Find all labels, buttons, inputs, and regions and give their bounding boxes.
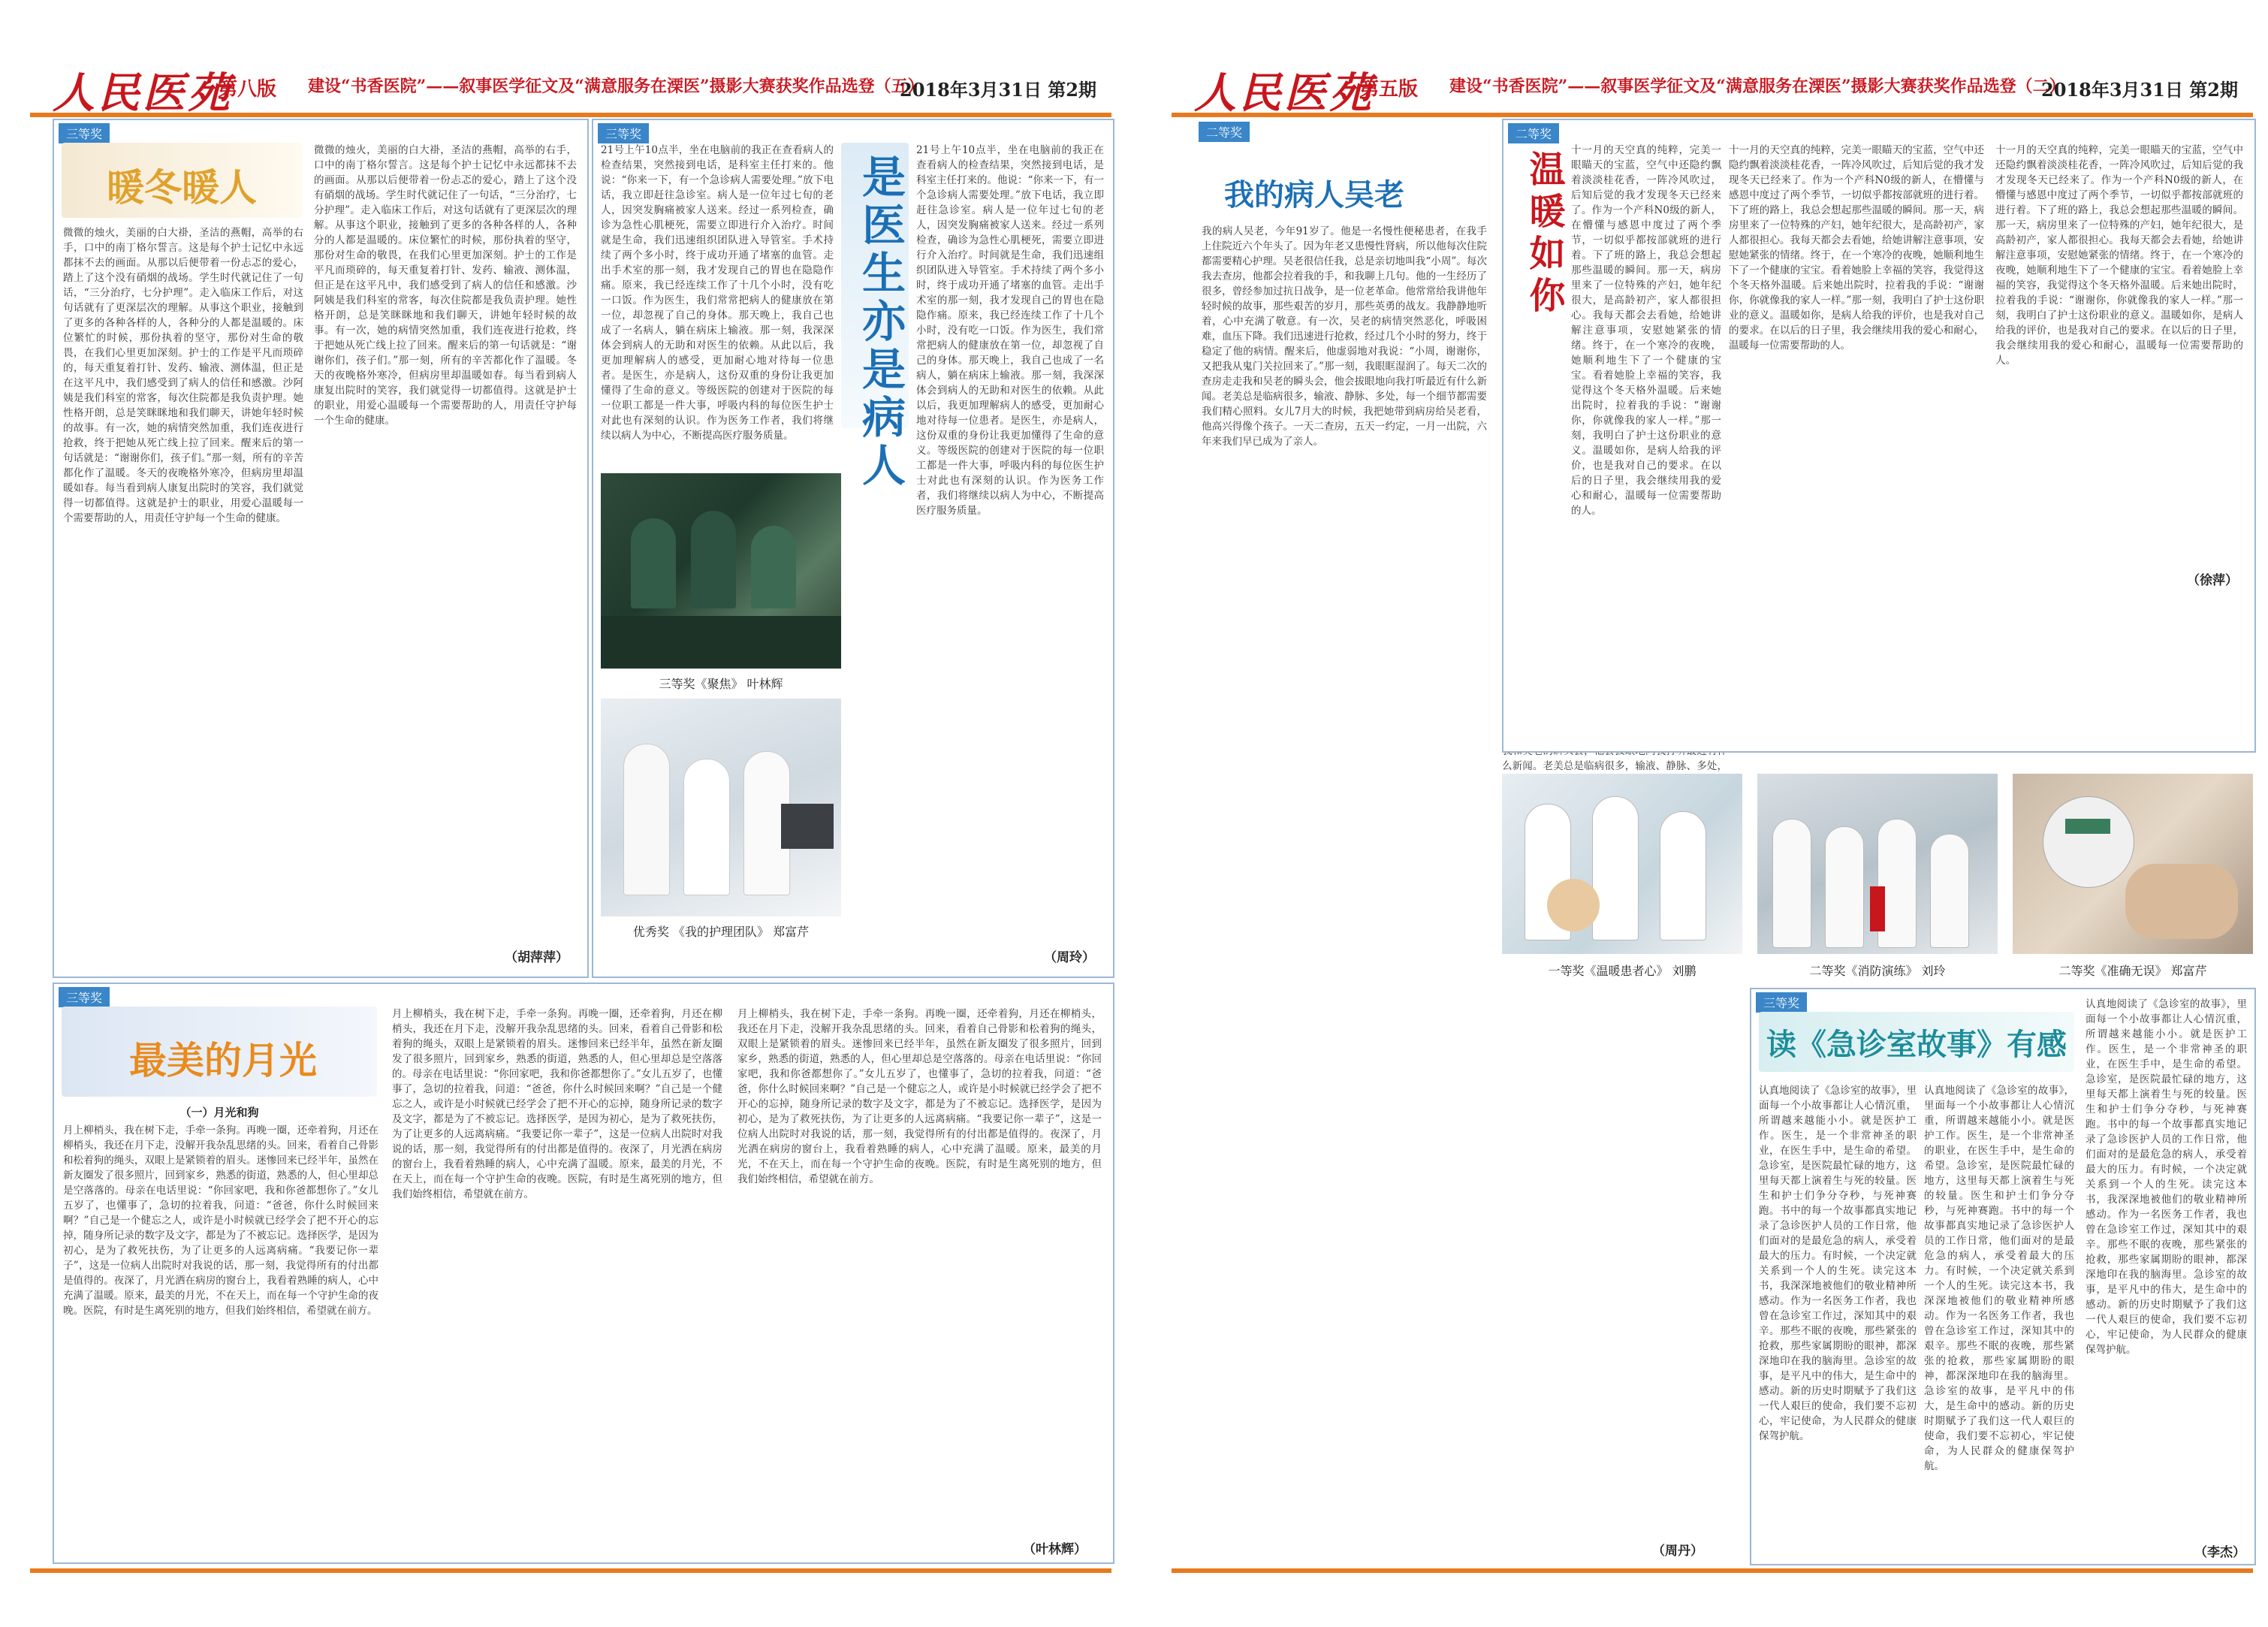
photo-accurate <box>2013 774 2253 954</box>
award-tag: 二等奖 <box>1508 123 1559 143</box>
nursing-team-photo <box>601 699 841 916</box>
article-text-col3: 认真地阅读了《急诊室的故事》，里面每一个小故事都让人心情沉重，所谓越来越能小小。就是医护工作。医生，是一个非常神圣的职业，在医生手中，是生命的希望。急诊室，是医院最忙碌的地方，这里每天都上演着生与死的较量。医生和护士们争分夺秒，与死神赛跑。书中的每一个故事都真实地记录了急诊医护人员的工作日常，他们面对的是最危急的病人，承受着最大的压力。有时候，一个决定就关系到一个人的生死。读完这本书，我深深地被他们的敬业精神所感动。作为一名医务工作者，我也曾在急诊室工作过，深知其中的艰辛。那些不眠的夜晚，那些紧张的抢救，那些家属期盼的眼神，都深深地印在我的脑海里。急诊室的故事，是平凡中的伟大，是生命中的感动。新的历史时期赋予了我们这一代人艰巨的使命，我们要不忘初心，牢记使命，为人民群众的健康保驾护航。 <box>2086 998 2247 1356</box>
section-heading: （一）月光和狗 <box>179 1106 259 1119</box>
article-doctor-patient <box>592 119 1114 978</box>
photo-caption: 二等奖《消防演练》 刘玲 <box>1809 964 1946 978</box>
right-page <box>1172 0 2268 1627</box>
photo-caption: 二等奖《准确无误》 郑富芹 <box>2058 964 2207 978</box>
article-title: 我的病人吴老 <box>1224 177 1404 213</box>
left-date: 2018年3月31日 第2期 <box>900 79 1096 101</box>
article-er-stories <box>1750 988 2256 1565</box>
article-author: （周丹） <box>1652 1544 1703 1559</box>
left-edition: 第八版 <box>218 78 277 101</box>
article-warm-winter <box>53 119 589 978</box>
article-text-col1: 十一月的天空真的纯粹，完美一眼瞄天的宝蓝，空气中还隐约飘着淡淡桂花香，一阵冷风吹过，后知后觉的我才发现冬天已经来了。作为一个产科N0级的新人，在懵懂与感恩中度过了两个季节，一切似乎都按部就班的进行着。下了班的路上，我总会想起那些温暖的瞬间。那一天，病房里来了一位特殊的产妇，她年纪很大，是高龄初产，家人都很担心。我每天都会去看她，给她讲解注意事项，安慰她紧张的情绪。终于，在一个寒冷的夜晚，她顺利地生下了一个健康的宝宝。看着她脸上幸福的笑容，我觉得这个冬天格外温暖。后来她出院时，拉着我的手说：“谢谢你，你就像我的家人一样。”那一刻，我明白了护士这份职业的意义。温暖如你，是病人给我的评价，也是我对自己的要求。在以后的日子里，我会继续用我的爱心和耐心，温暖每一位需要帮助的人。 <box>1571 144 1721 517</box>
article-title: 读《急诊室故事》有感 <box>1766 1027 2067 1062</box>
article-author: （李杰） <box>2194 1545 2245 1560</box>
photo-warm-patients <box>1502 774 1742 954</box>
award-tag: 三等奖 <box>1756 992 1807 1013</box>
right-logo: 人民医苑 <box>1194 68 1374 118</box>
article-text-cont: 么新闻。老美总是临病很多，输液、静脉、多处， <box>1502 760 1727 772</box>
right-masthead-title: 建设“书香医院”——叙事医学征文及“满意服务在溧医”摄影大赛获奖作品选登（二） <box>1449 77 2066 96</box>
photo-caption: 一等奖《温暖患者心》 刘鹏 <box>1548 964 1696 978</box>
article-warm-as-you <box>1502 119 2256 753</box>
article-text-col3: 十一月的天空真的纯粹，完美一眼瞄天的宝蓝，空气中还隐约飘着淡淡桂花香，一阵冷风吹过，后知后觉的我才发现冬天已经来了。作为一个产科N0级的新人，在懵懂与感恩中度过了两个季节，一切似乎都按部就班的进行着。下了班的路上，我总会想起那些温暖的瞬间。那一天，病房里来了一位特殊的产妇，她年纪很大，是高龄初产，家人都很担心。我每天都会去看她，给她讲解注意事项，安慰她紧张的情绪。终于，在一个寒冷的夜晚，她顺利地生下了一个健康的宝宝。看着她脸上幸福的笑容，我觉得这个冬天格外温暖。后来她出院时，拉着我的手说：“谢谢你，你就像我的家人一样。”那一刻，我明白了护士这份职业的意义。温暖如你，是病人给我的评价，也是我对自己的要求。在以后的日子里，我会继续用我的爱心和耐心，温暖每一位需要帮助的人。 <box>1995 144 2243 367</box>
photo-caption: 优秀奖 《我的护理团队》 郑富芹 <box>632 925 810 939</box>
photo-caption: 三等奖《聚焦》 叶林辉 <box>659 677 783 691</box>
left-page <box>30 0 1126 1627</box>
bottom-rule <box>30 1568 1111 1573</box>
award-tag: 三等奖 <box>59 987 110 1007</box>
article-title: 温暖如你 <box>1523 150 1565 318</box>
article-text-col1: 月上柳梢头，我在树下走，手牵一条狗。再晚一圈，还牵着狗，月还在柳梢头，我还在月下走，没解开我杂乱思绪的头。回来，看着自己骨影和松着狗的绳头，双眼上是紧锁着的眉头。迷惨回来已经半年，虽然在新友圈发了很多照片，回到家乡，熟悉的街道，熟悉的人，但心里却总是空落落的。母亲在电话里说：“你回家吧，我和你爸都想你了。”女儿五岁了，也懂事了，急切的拉着我，问道：“爸爸，你什么时候回来啊？”自己是一个健忘之人，或许是小时候就已经学会了把不开心的忘掉，随身所记录的数字及文字，都是为了不被忘记。选择医学，是因为初心，是为了救死扶伤，为了让更多的人远离病痛。“我要记你一辈子”，这是一位病人出院时对我说的话，那一刻，我觉得所有的付出都是值得的。夜深了，月光洒在病房的窗台上，我看着熟睡的病人，心中充满了温暖。原来，最美的月光，不在天上，而在每一个守护生命的夜晚。医院，有时是生离死别的地方，但我们始终相信，希望就在前方。 <box>63 1124 379 1317</box>
article-title: 最美的月光 <box>129 1038 317 1082</box>
article-author: （胡萍萍） <box>505 950 569 965</box>
article-text-col2: 21号上午10点半，坐在电脑前的我正在查看病人的检查结果，突然接到电话，是科室主任打来的。他说：“你来一下，有一个急诊病人需要处理。”放下电话，我立即赶往急诊室。病人是一位年过七旬的老人，因突发胸痛被家人送来。经过一系列检查，确诊为急性心肌梗死，需要立即进行介入治疗。时间就是生命，我们迅速组织团队进入导管室。手术持续了两个多小时，终于成功开通了堵塞的血管。走出手术室的那一刻，我才发现自己的胃也在隐隐作痛。原来，我已经连续工作了十几个小时，没有吃一口饭。作为医生，我们常常把病人的健康放在第一位，却忽视了自己的身体。那天晚上，我自己也成了一名病人，躺在病床上输液。那一刻，我深深体会到病人的无助和对医生的依赖。从此以后，我更加理解病人的感受，更加耐心地对待每一位患者。是医生，亦是病人，这份双重的身份让我更加懂得了生命的意义。等级医院的创建对于医院的每一位职工都是一件大事，呼吸内科的每位医生护士对此也有深刻的认识。作为医务工作者，我们将继续以病人为中心，不断提高医疗服务质量。 <box>916 144 1104 517</box>
photo-fire-drill <box>1757 774 1998 954</box>
award-tag: 三等奖 <box>59 123 110 143</box>
article-text-col1: 微微的烛火，美丽的白大褂，圣洁的燕帽，高举的右手，口中的南丁格尔誓言。这是每个护士记忆中永远都抹不去的画面。从那以后便带着一份忐忑的爱心，踏上了这个没有硝烟的战场。学生时代就记住了一句话，“三分治疗，七分护理”。走入临床工作后，对这句话就有了更深层次的理解。从事这个职业，接触到了更多的各种各样的人，各种分的人都是温暖的。床位繁忙的时候，那份执着的坚守，那份对生命的敬畏，在我们心里更加深刻。护士的工作是平凡而琐碎的，每天重复着打针、发药、输液、测体温，但正是在这平凡中，我们感受到了病人的信任和感激。沙阿姨是我们科室的常客，每次住院都是我负责护理。她性格开朗，总是笑眯眯地和我们聊天，讲她年轻时候的故事。有一次，她的病情突然加重，我们连夜进行抢救，终于把她从死亡线上拉了回来。醒来后的第一句话就是：“谢谢你们，孩子们。”那一刻，所有的辛苦都化作了温暖。冬天的夜晚格外寒冷，但病房里却温暖如春。每当看到病人康复出院时的笑容，我们就觉得一切都值得。这就是护士的职业，用爱心温暖每一个需要帮助的人，用责任守护每一个生命的健康。 <box>63 227 303 524</box>
article-text-col3: 月上柳梢头，我在树下走，手牵一条狗。再晚一圈，还牵着狗，月还在柳梢头，我还在月下走，没解开我杂乱思绪的头。回来，看着自己骨影和松着狗的绳头，双眼上是紧锁着的眉头。迷惨回来已经半年，虽然在新友圈发了很多照片，回到家乡，熟悉的街道，熟悉的人，但心里却总是空落落的。母亲在电话里说：“你回家吧，我和你爸都想你了。”女儿五岁了，也懂事了，急切的拉着我，问道：“爸爸，你什么时候回来啊？”自己是一个健忘之人，或许是小时候就已经学会了把不开心的忘掉，随身所记录的数字及文字，都是为了不被忘记。选择医学，是因为初心，是为了救死扶伤，为了让更多的人远离病痛。“我要记你一辈子”，这是一位病人出院时对我说的话，那一刻，我觉得所有的付出都是值得的。夜深了，月光洒在病房的窗台上，我看着熟睡的病人，心中充满了温暖。原来，最美的月光，不在天上，而在每一个守护生命的夜晚。医院，有时是生离死别的地方，但我们始终相信，希望就在前方。 <box>737 1008 1102 1185</box>
right-edition: 第五版 <box>1359 78 1419 101</box>
bottom-rule <box>1172 1568 2253 1573</box>
article-text-col2: 十一月的天空真的纯粹，完美一眼瞄天的宝蓝，空气中还隐约飘着淡淡桂花香，一阵冷风吹过，后知后觉的我才发现冬天已经来了。作为一个产科N0级的新人，在懵懂与感恩中度过了两个季节，一切似乎都按部就班的进行着。下了班的路上，我总会想起那些温暖的瞬间。那一天，病房里来了一位特殊的产妇，她年纪很大，是高龄初产，家人都很担心。我每天都会去看她，给她讲解注意事项，安慰她紧张的情绪。终于，在一个寒冷的夜晚，她顺利地生下了一个健康的宝宝。看着她脸上幸福的笑容，我觉得这个冬天格外温暖。后来她出院时，拉着我的手说：“谢谢你，你就像我的家人一样。”那一刻，我明白了护士这份职业的意义。温暖如你，是病人给我的评价，也是我对自己的要求。在以后的日子里，我会继续用我的爱心和耐心，温暖每一位需要帮助的人。 <box>1729 144 1984 352</box>
article-text-col2: 认真地阅读了《急诊室的故事》，里面每一个小故事都让人心情沉重，所谓越来越能小小。就是医护工作。医生，是一个非常神圣的职业，在医生手中，是生命的希望。急诊室，是医院最忙碌的地方，这里每天都上演着生与死的较量。医生和护士们争分夺秒，与死神赛跑。书中的每一个故事都真实地记录了急诊医护人员的工作日常，他们面对的是最危急的病人，承受着最大的压力。有时候，一个决定就关系到一个人的生死。读完这本书，我深深地被他们的敬业精神所感动。作为一名医务工作者，我也曾在急诊室工作过，深知其中的艰辛。那些不眠的夜晚，那些紧张的抢救，那些家属期盼的眼神，都深深地印在我的脑海里。急诊室的故事，是平凡中的伟大，是生命中的感动。新的历史时期赋予了我们这一代人艰巨的使命，我们要不忘初心，牢记使命，为人民群众的健康保驾护航。 <box>1924 1085 2074 1472</box>
article-text: 我的病人吴老，今年91岁了。他是一名慢性便秘患者，在我手上住院近六个年头了。因为年老又患慢性肾病，所以他每次住院都需要精心护理。吴老很信任我，总是亲切地叫我“小周”。每次我去查房，他都会拉着我的手，和我聊上几句。他的一生经历了很多，曾经参加过抗日战争，是一位老革命。他常常给我讲他年轻时候的故事，那些艰苦的岁月，那些英勇的战友。我静静地听着，心中充满了敬意。有一次，吴老的病情突然恶化，呼吸困难，血压下降。我们迅速进行抢救，经过几个小时的努力，终于稳定了他的病情。醒来后，他虚弱地对我说：“小周，谢谢你，又把我从鬼门关拉回来了。”那一刻，我眼眶湿润了。每天二次的查房走走我和吴老的瞬头会，他会拔眼地向我打听最近有什么新闻。老美总是临病很多，输液、静脉、多处，每一个细节都需要我们精心照料。女儿7月大的时候，我把她带到病房给吴老看，他高兴得像个孩子。一天二查房，五天一约定，一月一出院，六年来我们早已成为了亲人。 <box>1202 225 1487 448</box>
article-title: 暖冬暖人 <box>107 165 257 210</box>
right-masthead <box>1172 53 2253 117</box>
article-patient-wu <box>1194 119 1494 1561</box>
article-title: 是医生亦是病人 <box>855 154 906 491</box>
article-author: （周玲） <box>1044 950 1095 965</box>
article-moonlight <box>53 983 1114 1564</box>
right-date: 2018年3月31日 第2期 <box>2041 79 2238 101</box>
article-author: （徐萍） <box>2187 573 2238 588</box>
left-logo: 人民医苑 <box>53 68 233 118</box>
article-author: （叶林辉） <box>1023 1542 1087 1557</box>
left-masthead-title: 建设“书香医院”——叙事医学征文及“满意服务在溧医”摄影大赛获奖作品选登（五） <box>308 77 924 96</box>
surgery-photo <box>601 473 841 669</box>
award-tag: 二等奖 <box>1199 122 1250 142</box>
article-text-col1: 21号上午10点半，坐在电脑前的我正在查看病人的检查结果，突然接到电话，是科室主任打来的。他说：“你来一下，有一个急诊病人需要处理。”放下电话，我立即赶往急诊室。病人是一位年过七旬的老人，因突发胸痛被家人送来。经过一系列检查，确诊为急性心肌梗死，需要立即进行介入治疗。时间就是生命，我们迅速组织团队进入导管室。手术持续了两个多小时，终于成功开通了堵塞的血管。走出手术室的那一刻，我才发现自己的胃也在隐隐作痛。原来，我已经连续工作了十几个小时，没有吃一口饭。作为医生，我们常常把病人的健康放在第一位，却忽视了自己的身体。那天晚上，我自己也成了一名病人，躺在病床上输液。那一刻，我深深体会到病人的无助和对医生的依赖。从此以后，我更加理解病人的感受，更加耐心地对待每一位患者。是医生，亦是病人，这份双重的身份让我更加懂得了生命的意义。等级医院的创建对于医院的每一位职工都是一件大事，呼吸内科的每位医生护士对此也有深刻的认识。作为医务工作者，我们将继续以病人为中心，不断提高医疗服务质量。 <box>601 144 834 442</box>
article-text-col2: 月上柳梢头，我在树下走，手牵一条狗。再晚一圈，还牵着狗，月还在柳梢头，我还在月下走，没解开我杂乱思绪的头。回来，看着自己骨影和松着狗的绳头，双眼上是紧锁着的眉头。迷惨回来已经半年，虽然在新友圈发了很多照片，回到家乡，熟悉的街道，熟悉的人，但心里却总是空落落的。母亲在电话里说：“你回家吧，我和你爸都想你了。”女儿五岁了，也懂事了，急切的拉着我，问道：“爸爸，你什么时候回来啊？”自己是一个健忘之人，或许是小时候就已经学会了把不开心的忘掉，随身所记录的数字及文字，都是为了不被忘记。选择医学，是因为初心，是为了救死扶伤，为了让更多的人远离病痛。“我要记你一辈子”，这是一位病人出院时对我说的话，那一刻，我觉得所有的付出都是值得的。夜深了，月光洒在病房的窗台上，我看着熟睡的病人，心中充满了温暖。原来，最美的月光，不在天上，而在每一个守护生命的夜晚。医院，有时是生离死别的地方，但我们始终相信，希望就在前方。 <box>392 1008 722 1200</box>
left-masthead <box>30 53 1111 117</box>
article-text-col2: 微微的烛火，美丽的白大褂，圣洁的燕帽，高举的右手，口中的南丁格尔誓言。这是每个护士记忆中永远都抹不去的画面。从那以后便带着一份忐忑的爱心，踏上了这个没有硝烟的战场。学生时代就记住了一句话，“三分治疗，七分护理”。走入临床工作后，对这句话就有了更深层次的理解。从事这个职业，接触到了更多的各种各样的人，各种分的人都是温暖的。床位繁忙的时候，那份执着的坚守，那份对生命的敬畏，在我们心里更加深刻。护士的工作是平凡而琐碎的，每天重复着打针、发药、输液、测体温，但正是在这平凡中，我们感受到了病人的信任和感激。沙阿姨是我们科室的常客，每次住院都是我负责护理。她性格开朗，总是笑眯眯地和我们聊天，讲她年轻时候的故事。有一次，她的病情突然加重，我们连夜进行抢救，终于把她从死亡线上拉了回来。醒来后的第一句话就是：“谢谢你们，孩子们。”那一刻，所有的辛苦都化作了温暖。冬天的夜晚格外寒冷，但病房里却温暖如春。每当看到病人康复出院时的笑容，我们就觉得一切都值得。这就是护士的职业，用爱心温暖每一个需要帮助的人，用责任守护每一个生命的健康。 <box>314 144 577 427</box>
article-text-col1: 认真地阅读了《急诊室的故事》，里面每一个小故事都让人心情沉重，所谓越来越能小小。就是医护工作。医生，是一个非常神圣的职业，在医生手中，是生命的希望。急诊室，是医院最忙碌的地方，这里每天都上演着生与死的较量。医生和护士们争分夺秒，与死神赛跑。书中的每一个故事都真实地记录了急诊医护人员的工作日常，他们面对的是最危急的病人，承受着最大的压力。有时候，一个决定就关系到一个人的生死。读完这本书，我深深地被他们的敬业精神所感动。作为一名医务工作者，我也曾在急诊室工作过，深知其中的艰辛。那些不眠的夜晚，那些紧张的抢救，那些家属期盼的眼神，都深深地印在我的脑海里。急诊室的故事，是平凡中的伟大，是生命中的感动。新的历史时期赋予了我们这一代人艰巨的使命，我们要不忘初心，牢记使命，为人民群众的健康保驾护航。 <box>1759 1085 1917 1442</box>
award-tag: 三等奖 <box>598 123 649 143</box>
